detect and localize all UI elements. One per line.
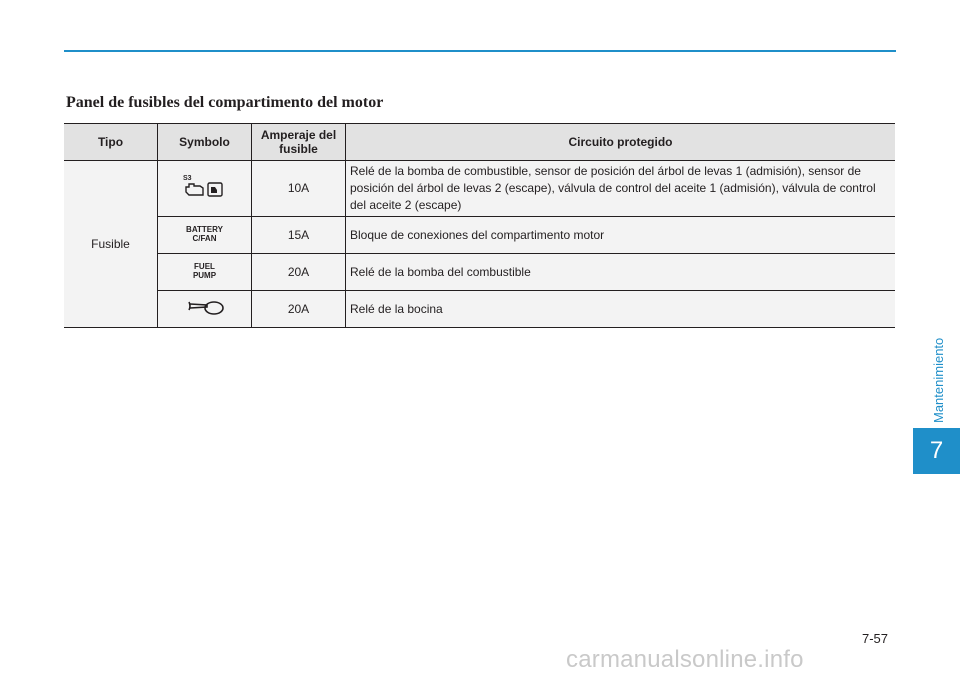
symbol-line2: PUMP	[192, 270, 217, 280]
table-row	[64, 254, 895, 291]
amperage-cell: 15A	[252, 217, 346, 254]
amperage-cell: 10A	[252, 161, 346, 217]
symbol-text	[186, 225, 223, 243]
circuit-cell: Relé de la bocina	[346, 291, 896, 328]
symbol-line1: BATTERY	[186, 224, 223, 234]
horn-icon	[185, 297, 225, 322]
symbol-cell	[158, 161, 252, 217]
symbol-line1: FUEL	[194, 261, 215, 271]
symbol-cell	[158, 291, 252, 328]
page-number: 7-57	[862, 631, 889, 646]
header-tipo: Tipo	[64, 124, 158, 161]
symbol-cell	[158, 254, 252, 291]
symbol-s3-text: S3	[182, 175, 192, 182]
amperage-cell: 20A	[252, 254, 346, 291]
chapter-tab: 7	[913, 428, 960, 474]
circuit-cell: Relé de la bomba del combustible	[346, 254, 896, 291]
type-cell: Fusible	[64, 161, 158, 328]
side-tab-label: Mantenimiento	[931, 337, 946, 423]
section-title: Panel de fusibles del compartimento del motor	[66, 94, 384, 111]
header-amperage-line1: Amperaje del	[260, 128, 337, 142]
symbol-line2: C/FAN	[192, 233, 217, 243]
header-circuit: Circuito protegido	[346, 124, 896, 161]
header-amperage	[252, 124, 346, 161]
table-header-row	[64, 124, 895, 161]
header-symbol: Symbolo	[158, 124, 252, 161]
table-row	[64, 161, 895, 217]
table-row	[64, 217, 895, 254]
circuit-cell: Bloque de conexiones del compartimento motor	[346, 217, 896, 254]
symbol-text	[193, 262, 216, 280]
top-rule	[64, 50, 896, 52]
watermark: carmanualsonline.info	[566, 646, 804, 673]
table-row	[64, 291, 895, 328]
circuit-cell: Relé de la bomba de combustible, sensor de posición del árbol de levas 1 (admisión), sensor de posición del árbol de levas 2 (escape), válvula de control del aceite 1 (admisión), válvula de control del aceite 2 (escape)	[346, 161, 896, 217]
symbol-cell	[158, 217, 252, 254]
amperage-cell: 20A	[252, 291, 346, 328]
header-amperage-line2: fusible	[279, 142, 318, 156]
engine-oil-s3-icon	[182, 173, 228, 204]
fuse-table	[64, 123, 895, 328]
